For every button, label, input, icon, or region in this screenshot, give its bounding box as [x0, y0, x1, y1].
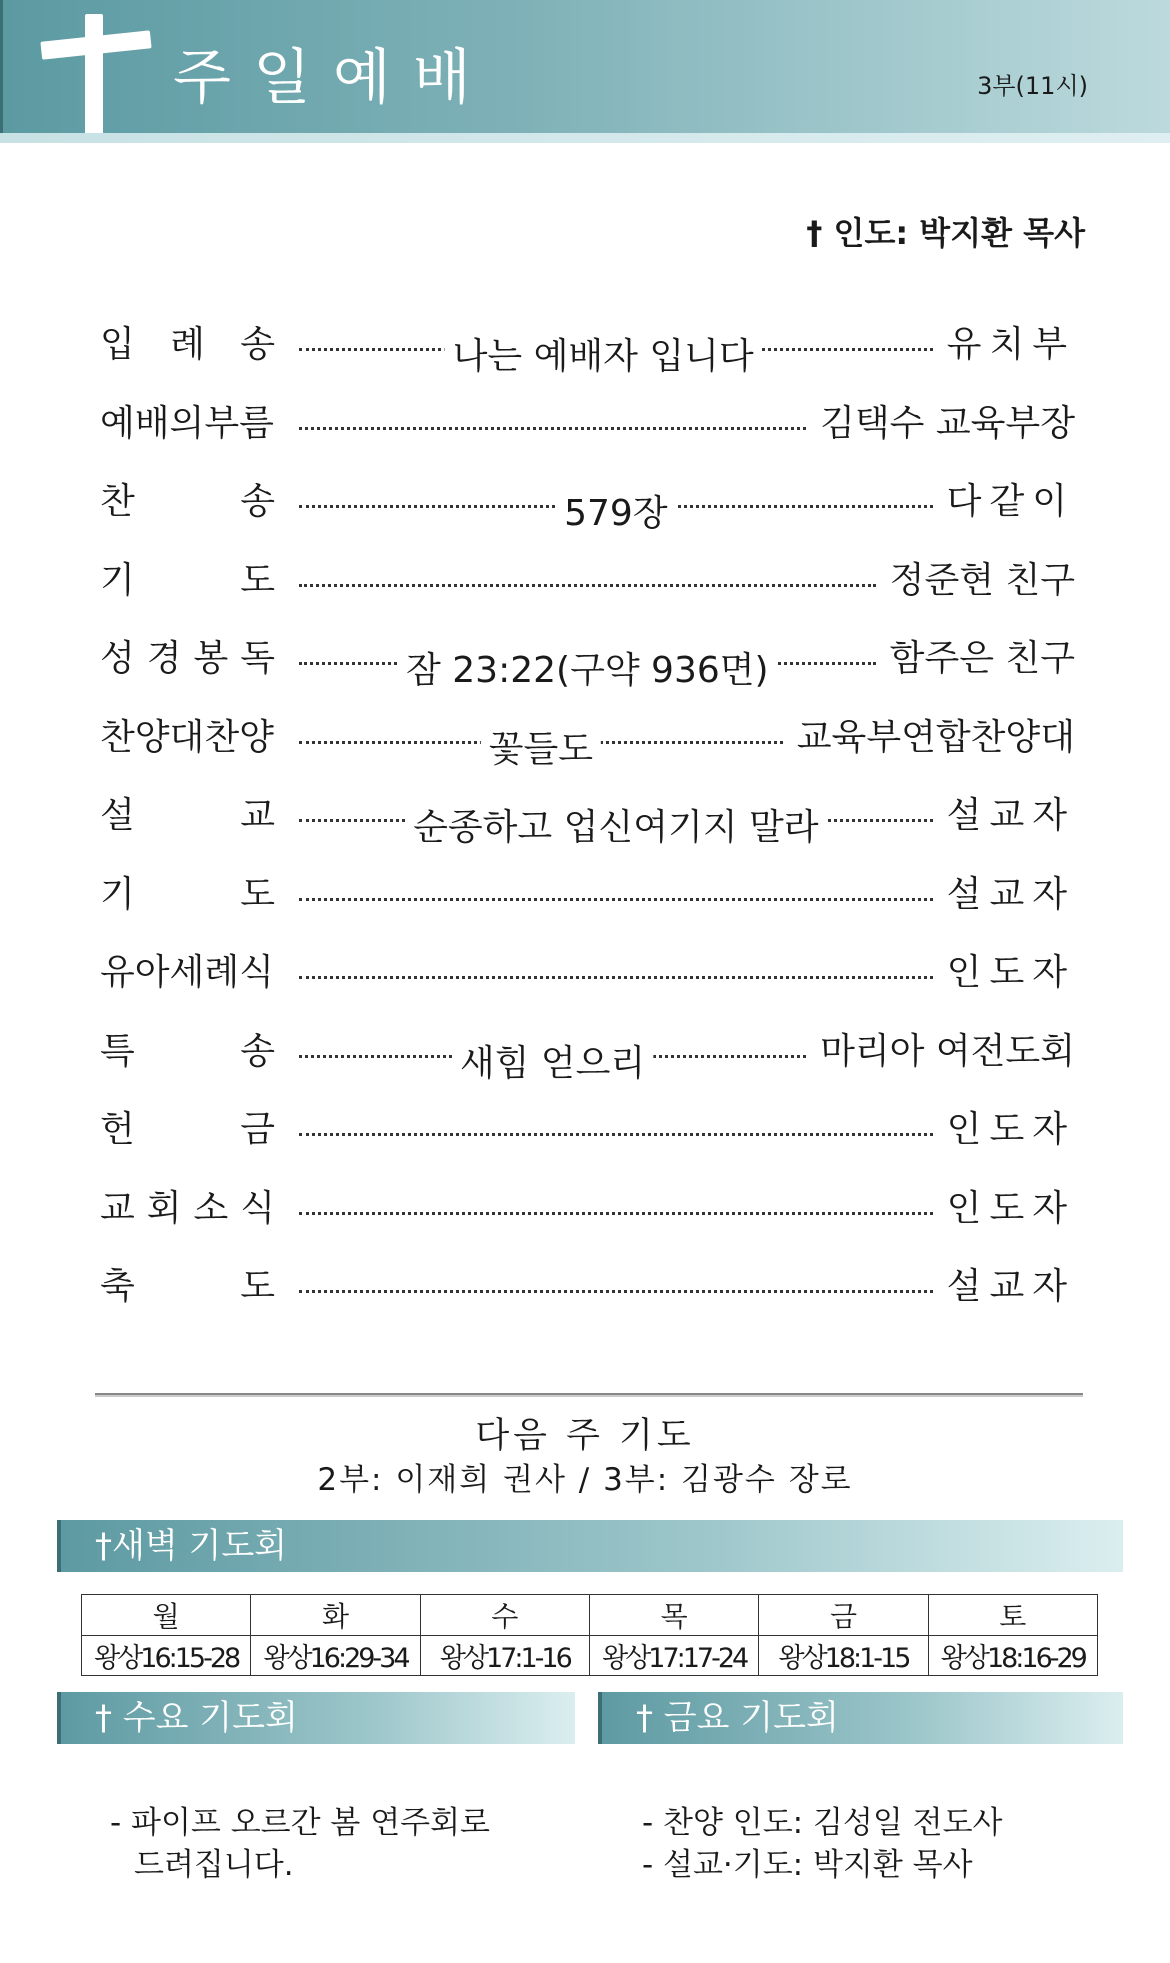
order-label [100, 1176, 275, 1231]
page-title: 주일예배 [173, 43, 493, 113]
order-label [100, 940, 275, 995]
order-label-char: 봉 [193, 638, 229, 679]
order-label-char: 금 [240, 1109, 275, 1150]
order-label-char: 식 [240, 1187, 275, 1229]
order-row [100, 1019, 1075, 1098]
table-cell-verse: 왕상18:16-29 [928, 1636, 1097, 1676]
order-of-worship [100, 312, 1075, 1333]
dotted-leader [299, 544, 876, 587]
service-session: 3부(11시) [977, 72, 1088, 100]
order-person: 정준현 친구 [889, 559, 1075, 601]
order-label-char: 교 [100, 1187, 135, 1229]
order-label-char: 회 [146, 1187, 182, 1229]
order-label-char: 성 [100, 638, 135, 679]
order-label-char: 경 [146, 638, 182, 679]
order-person: 설교자 [946, 1266, 1075, 1307]
dotted-leader [299, 1015, 806, 1084]
table-cell-day: 월 [82, 1595, 251, 1636]
order-person: 인도자 [946, 952, 1075, 993]
order-row [100, 1254, 1075, 1333]
order-label [100, 626, 275, 681]
order-row [100, 626, 1075, 705]
next-week-prayer-names: 2부: 이재희 권사 / 3부: 김광수 장로 [317, 1462, 853, 1498]
order-label [100, 783, 275, 838]
order-label-char: 예배의부름 [100, 402, 274, 444]
order-item-title: 잠 23:22(구약 936면) [398, 642, 777, 693]
order-person: 인도자 [946, 1109, 1075, 1150]
order-person: 마리아 여전도회 [820, 1030, 1075, 1072]
order-label [100, 312, 275, 367]
wednesday-note-line: - 파이프 오르간 봄 연주회로 [110, 1805, 491, 1841]
order-row [100, 312, 1075, 391]
dawn-prayer-table [81, 1594, 1098, 1676]
friday-prayer-header: † 금요 기도회 [598, 1692, 1123, 1744]
dotted-leader [299, 308, 933, 377]
order-row [100, 705, 1075, 784]
friday-note-line: - 설교·기도: 박지환 목사 [642, 1847, 973, 1883]
order-label-char: 찬양대찬양 [100, 716, 274, 758]
table-cell-day: 수 [420, 1595, 589, 1636]
dotted-leader [299, 936, 933, 979]
table-cell-verse: 왕상16:29-34 [251, 1636, 420, 1676]
order-label-char: 기 [100, 559, 135, 601]
order-label [100, 469, 275, 524]
dotted-leader [299, 465, 933, 534]
order-label [100, 548, 275, 603]
dotted-leader [299, 858, 933, 901]
table-row [82, 1595, 1098, 1636]
order-label-char: 소 [193, 1187, 229, 1229]
order-row [100, 391, 1075, 470]
order-item-title: 579장 [556, 485, 676, 536]
table-row [82, 1636, 1098, 1676]
order-person: 설교자 [946, 795, 1075, 836]
friday-note [642, 1802, 1003, 1886]
order-item-title: 새힘 얻으리 [452, 1035, 653, 1086]
order-label [100, 1019, 275, 1074]
order-label-char: 도 [240, 559, 275, 601]
order-label-char: 송 [240, 481, 275, 522]
next-week-prayer-title: 다음 주 기도 [475, 1416, 695, 1456]
order-label-char: 도 [240, 873, 275, 915]
order-person: 교육부연합찬양대 [796, 716, 1075, 758]
order-row [100, 1097, 1075, 1176]
order-label [100, 862, 275, 917]
worship-leader: † 인도: 박지환 목사 [806, 214, 1085, 252]
order-row [100, 862, 1075, 941]
order-label-char: 교 [240, 795, 275, 836]
order-label-char: 특 [100, 1030, 135, 1072]
dotted-leader [299, 701, 783, 770]
table-cell-day: 화 [251, 1595, 420, 1636]
table-cell-verse: 왕상17:1-16 [420, 1636, 589, 1676]
section-divider [95, 1393, 1083, 1397]
order-label-char: 송 [240, 1030, 275, 1072]
header-underline [0, 133, 1170, 143]
order-row [100, 548, 1075, 627]
order-item-title: 순종하고 업신여기지 말라 [405, 799, 826, 850]
order-person: 설교자 [946, 873, 1075, 915]
order-label-char: 헌 [100, 1109, 135, 1150]
friday-note-line: - 찬양 인도: 김성일 전도사 [642, 1805, 1003, 1841]
order-person: 다같이 [946, 481, 1075, 522]
order-label [100, 1254, 275, 1309]
table-cell-day: 토 [928, 1595, 1097, 1636]
table-cell-verse: 왕상17:17-24 [589, 1636, 758, 1676]
order-row [100, 940, 1075, 1019]
order-person: 인도자 [946, 1187, 1075, 1229]
table-cell-day: 목 [589, 1595, 758, 1636]
table-cell-verse: 왕상16:15-28 [82, 1636, 251, 1676]
dotted-leader [299, 1250, 933, 1293]
order-label-char: 유아세례식 [100, 952, 274, 993]
order-label-char: 설 [100, 795, 135, 836]
order-label [100, 1097, 275, 1152]
order-item-title: 나는 예배자 입니다 [445, 328, 762, 379]
wednesday-note-line: 드려집니다. [134, 1847, 294, 1883]
order-person: 김택수 교육부장 [820, 402, 1075, 444]
order-item-title: 꽃들도 [481, 721, 601, 772]
order-label [100, 391, 275, 446]
dotted-leader [299, 387, 806, 430]
order-label-char: 찬 [100, 481, 135, 522]
order-row [100, 1176, 1075, 1255]
dotted-leader [299, 779, 933, 848]
order-label-char: 례 [170, 324, 205, 365]
dotted-leader [299, 1093, 933, 1136]
dotted-leader [299, 622, 876, 691]
header-band [0, 0, 1170, 133]
wednesday-prayer-header: † 수요 기도회 [57, 1692, 575, 1744]
table-cell-day: 금 [759, 1595, 928, 1636]
wednesday-note [110, 1802, 490, 1886]
order-label-char: 송 [240, 324, 275, 365]
order-person: 함주은 친구 [889, 638, 1075, 679]
table-cell-verse: 왕상18:1-15 [759, 1636, 928, 1676]
order-person: 유치부 [946, 324, 1075, 365]
order-label-char: 독 [240, 638, 275, 679]
order-label [100, 705, 275, 760]
order-label-char: 도 [240, 1266, 275, 1307]
order-label-char: 기 [100, 873, 135, 915]
order-label-char: 입 [100, 324, 135, 365]
order-label-char: 축 [100, 1266, 135, 1307]
dawn-prayer-header: †새벽 기도회 [57, 1520, 1123, 1572]
order-row [100, 783, 1075, 862]
order-row [100, 469, 1075, 548]
dotted-leader [299, 1172, 933, 1215]
